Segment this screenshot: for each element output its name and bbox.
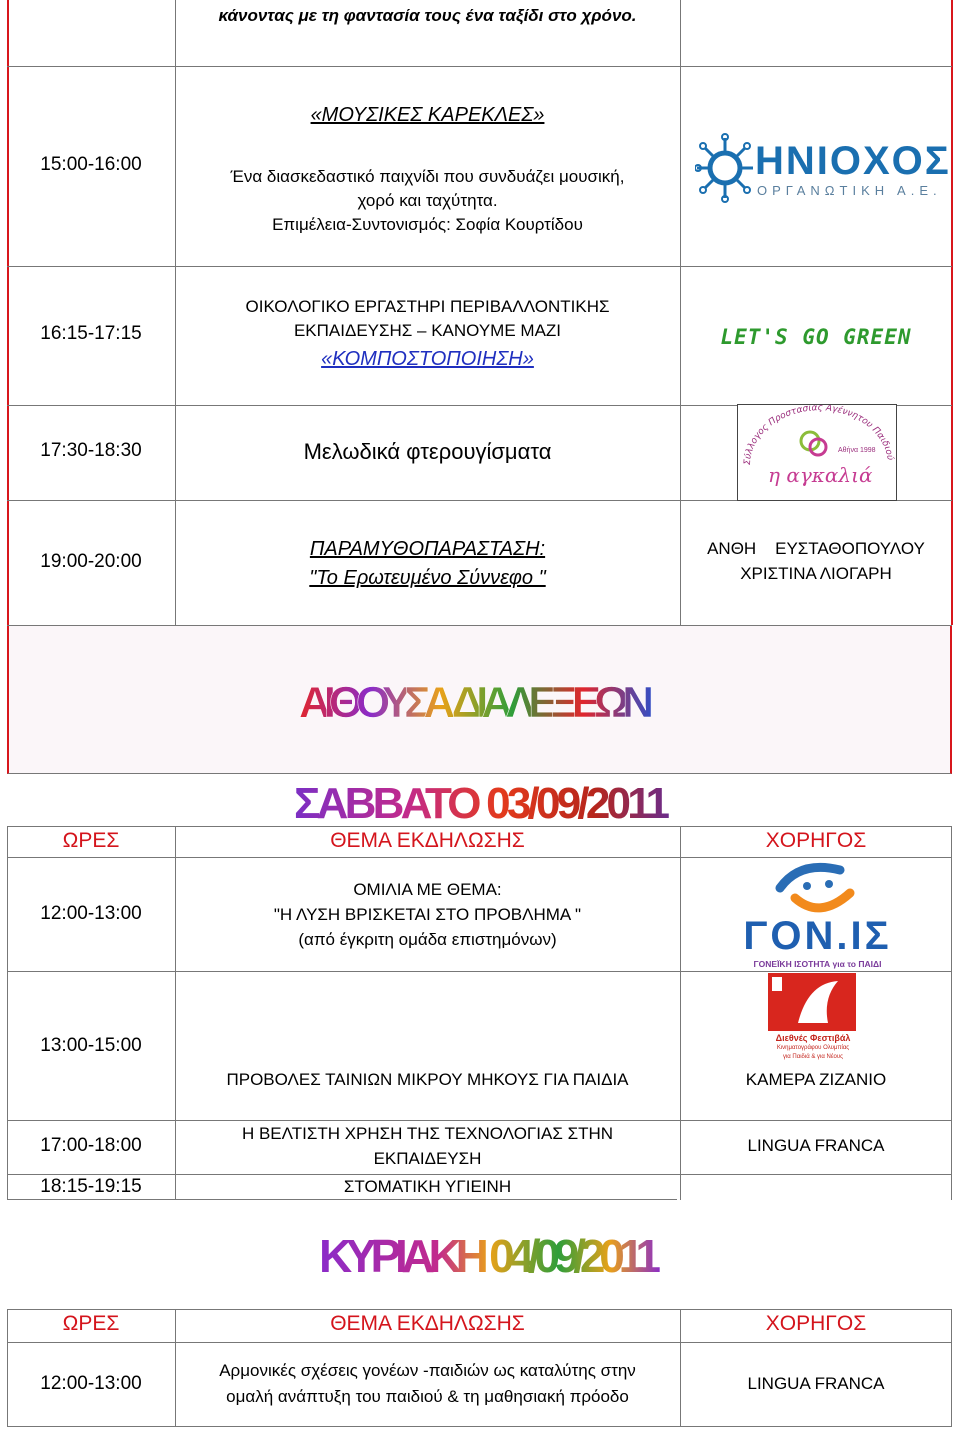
time-cell: 16:15-17:15	[40, 323, 142, 344]
time-cell: 12:00-13:00	[40, 1373, 142, 1394]
event-desc-2: χορό και ταχύτητα.	[357, 191, 498, 210]
sunday-banner-text: ΚΥΡΙΑΚΗ 04/09/2011	[319, 1230, 661, 1282]
sponsor-line-1: ΑΝΘΗ ΕΥΣΤΑΘΟΠΟΥΛΟΥ	[707, 539, 925, 558]
header-sponsor: ΧΟΡΗΓΟΣ	[765, 1312, 867, 1335]
sponsor-line-2: ΧΡΙΣΤΙΝΑ ΛΙΟΓΑΡΗ	[740, 564, 892, 583]
event-topic: ΠΡΟΒΟΛΕΣ ΤΑΙΝΙΩΝ ΜΙΚΡΟΥ ΜΗΚΟΥΣ ΓΙΑ ΠΑΙΔΙΑ	[226, 1070, 629, 1089]
hall-title: ΑΙΘΟΥΣΑ ΔΙΑΛΕΞΕΩΝ	[299, 678, 654, 727]
festival-line-2: Κινηματογράφου Ολυμπίας	[776, 1045, 850, 1051]
event-desc-1: Ένα διασκεδαστικό παιχνίδι που συνδυάζει μουσική,	[230, 167, 625, 186]
agkalia-year: Αθήνα 1998	[838, 447, 876, 454]
event-title: Μελωδικά φτερουγίσματα	[303, 439, 552, 464]
heniochos-name: ΗΝΙΟΧΟΣ	[755, 139, 951, 183]
header-sponsor: ΧΟΡΗΓΟΣ	[765, 829, 867, 852]
time-cell: 17:00-18:00	[40, 1135, 142, 1156]
event-line-2: "Η ΛΥΣΗ ΒΡΙΣΚΕΤΑΙ ΣΤΟ ΠΡΟΒΛΗΜΑ "	[273, 905, 582, 924]
time-cell: 19:00-20:00	[40, 551, 142, 572]
agkalia-arc-text: Σύλλογος Προστασίας Αγέννητου Παιδιού	[742, 405, 895, 466]
top-row-text: κάνοντας με τη φαντασία τους ένα ταξίδι στο χρόνο.	[218, 6, 637, 25]
saturday-banner	[290, 774, 675, 826]
gonis-logo	[725, 858, 910, 970]
event-desc-3: Επιμέλεια-Συντονισμός: Σοφία Κουρτίδου	[272, 215, 583, 234]
film-icon	[768, 973, 856, 1031]
header-time: ΩΡΕΣ	[62, 1312, 120, 1335]
header-time: ΩΡΕΣ	[62, 829, 120, 852]
time-cell: 18:15-19:15	[40, 1176, 142, 1197]
event-line-1: ΟΜΙΛΙΑ ΜΕ ΘΕΜΑ:	[353, 880, 502, 899]
event-line-3: «ΚΟΜΠΟΣΤΟΠΟΙΗΣΗ»	[321, 348, 534, 370]
event-line-2: ΕΚΠΑΙΔΕΥΣΗ	[373, 1149, 482, 1168]
event-line-2: ΕΚΠΑΙΔΕΥΣΗΣ – ΚΑΝΟΥΜΕ ΜΑΖΙ	[293, 321, 562, 340]
event-line-1: ΠΑΡΑΜΥΘΟΠΑΡΑΣΤΑΣΗ:	[309, 538, 546, 560]
header-topic: ΘΕΜΑ ΕΚΔΗΛΩΣΗΣ	[330, 829, 525, 852]
event-line-3: (από έγκριτη ομάδα επιστημόνων)	[298, 930, 557, 949]
sponsor-name: LINGUA FRANCA	[747, 1374, 885, 1393]
festival-line-1: Διεθνές Φεστιβάλ	[775, 1033, 851, 1043]
time-cell: 17:30-18:30	[40, 440, 142, 461]
event-line-2: "Το Ερωτευμένο Σύννεφο "	[309, 567, 546, 589]
event-line-1: ΟΙΚΟΛΟΓΙΚΟ ΕΡΓΑΣΤΗΡΙ ΠΕΡΙΒΑΛΛΟΝΤΙΚΗΣ	[245, 297, 610, 316]
time-cell: 13:00-15:00	[40, 1035, 142, 1056]
event-line-1: Η ΒΕΛΤΙΣΤΗ ΧΡΗΣΗ ΤΗΣ ΤΕΧΝΟΛΟΓΙΑΣ ΣΤΗΝ	[241, 1124, 614, 1143]
gonis-name: ΓΟΝ.ΙΣ	[743, 914, 892, 958]
header-topic: ΘΕΜΑ ΕΚΔΗΛΩΣΗΣ	[330, 1312, 525, 1335]
gonis-sub: ΓΟΝΕΪΚΗ ΙΣΟΤΗΤΑ για το ΠΑΙΔΙ	[753, 959, 882, 969]
lets-go-green-text: LET'S GO GREEN	[720, 325, 912, 349]
time-cell: 15:00-16:00	[40, 154, 142, 175]
agkalia-logo	[737, 404, 897, 501]
event-line-2: ομαλή ανάπτυξη του παιδιού & τη μαθησιακή πρόοδο	[226, 1387, 629, 1406]
sunday-banner	[315, 1226, 665, 1282]
event-title: «ΜΟΥΣΙΚΕΣ ΚΑΡΕΚΛΕΣ»	[310, 104, 545, 126]
heniochos-sub: ΟΡΓΑΝΩΤΙΚΗ Α.Ε.	[757, 183, 942, 198]
sponsor-name: LINGUA FRANCA	[747, 1136, 885, 1155]
event-topic: ΣΤΟΜΑΤΙΚΗ ΥΓΙΕΙΝΗ	[343, 1177, 512, 1196]
agkalia-name: η αγκαλιά	[768, 463, 873, 487]
heniochos-logo	[695, 133, 951, 203]
festival-line-3: για Παιδιά & για Νέους	[782, 1054, 844, 1060]
time-cell: 12:00-13:00	[40, 903, 142, 924]
event-line-1: Αρμονικές σχέσεις γονέων -παιδιών ως καταλύτης στην	[219, 1361, 636, 1380]
olympia-festival-logo	[768, 973, 858, 1068]
hall-title-wordart	[295, 672, 660, 728]
saturday-banner-text: ΣΑΒΒΑΤΟ 03/09/2011	[294, 779, 670, 826]
sponsor-name: ΚΑΜΕΡΑ ΖΙΖΑΝΙΟ	[745, 1070, 887, 1089]
